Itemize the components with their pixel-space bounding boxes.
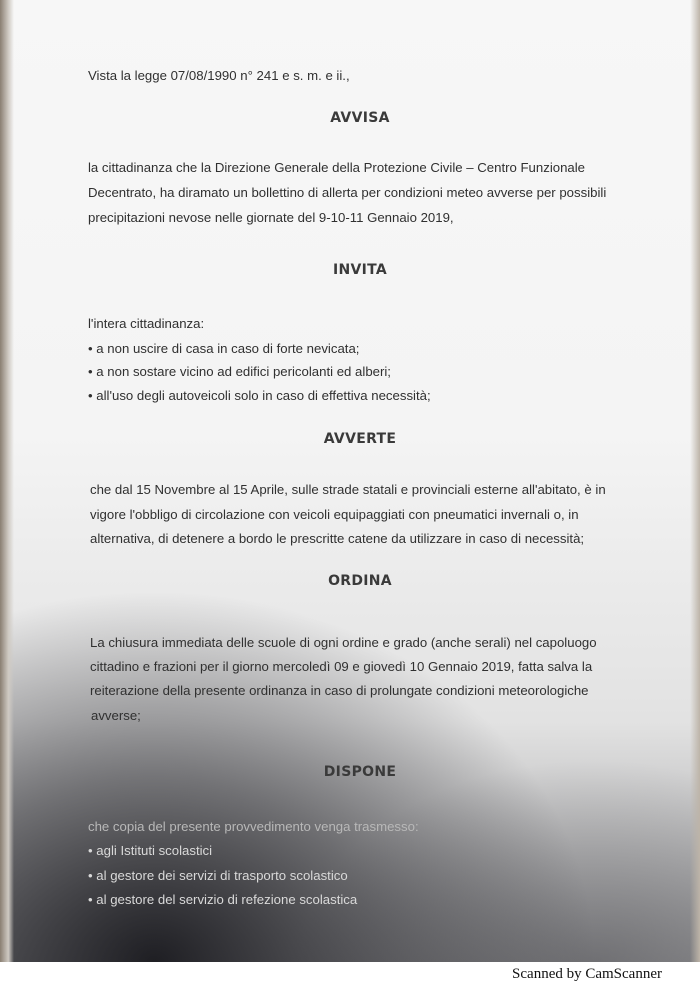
invita-intro: l'intera cittadinanza: bbox=[88, 316, 205, 331]
ordina-line: reiterazione della presente ordinanza in caso di prolungate condizioni meteorologiche bbox=[90, 683, 589, 698]
heading-dispone: DISPONE bbox=[323, 764, 397, 780]
invita-bullet: • a non uscire di casa in caso di forte nevicata; bbox=[88, 341, 360, 356]
scanner-watermark: Scanned by CamScanner bbox=[512, 966, 662, 982]
heading-invita: INVITA bbox=[332, 262, 388, 278]
dispone-bullet: • agli Istituti scolastici bbox=[88, 843, 213, 858]
heading-avverte: AVVERTE bbox=[323, 431, 397, 447]
scanner-footer bbox=[0, 962, 700, 991]
invita-bullet: • all'uso degli autoveicoli solo in caso di effettiva necessità; bbox=[88, 388, 431, 403]
ordina-line: La chiusura immediata delle scuole di ogni ordine e grado (anche serali) nel capoluogo bbox=[90, 635, 597, 650]
avvisa-line: la cittadinanza che la Direzione Generale della Protezione Civile – Centro Funzionale bbox=[88, 160, 586, 175]
dispone-bullet: • al gestore dei servizi di trasporto scolastico bbox=[88, 868, 348, 883]
heading-avvisa: AVVISA bbox=[330, 110, 390, 126]
ordina-line: avverse; bbox=[91, 708, 141, 723]
legal-reference: Vista la legge 07/08/1990 n° 241 e s. m. e ii., bbox=[88, 68, 350, 83]
avverte-line: che dal 15 Novembre al 15 Aprile, sulle strade statali e provinciali esterne all'abitato, è in bbox=[90, 482, 606, 497]
avvisa-line: precipitazioni nevose nelle giornate del 9-10-11 Gennaio 2019, bbox=[88, 210, 454, 225]
ordina-line: cittadino e frazioni per il giorno mercoledì 09 e giovedì 10 Gennaio 2019, fatta salva la bbox=[90, 659, 593, 674]
dispone-intro: che copia del presente provvedimento venga trasmesso: bbox=[88, 819, 419, 834]
heading-ordina: ORDINA bbox=[328, 573, 392, 589]
avvisa-line: Decentrato, ha diramato un bollettino di allerta per condizioni meteo avverse per possibili bbox=[88, 185, 607, 200]
avverte-line: alternativa, di detenere a bordo le prescritte catene da utilizzare in caso di necessità; bbox=[90, 531, 585, 546]
invita-bullet: • a non sostare vicino ad edifici pericolanti ed alberi; bbox=[88, 364, 391, 379]
dispone-bullet: • al gestore del servizio di refezione scolastica bbox=[88, 892, 358, 907]
avverte-line: vigore l'obbligo di circolazione con veicoli equipaggiati con pneumatici invernali o, in bbox=[90, 507, 579, 522]
